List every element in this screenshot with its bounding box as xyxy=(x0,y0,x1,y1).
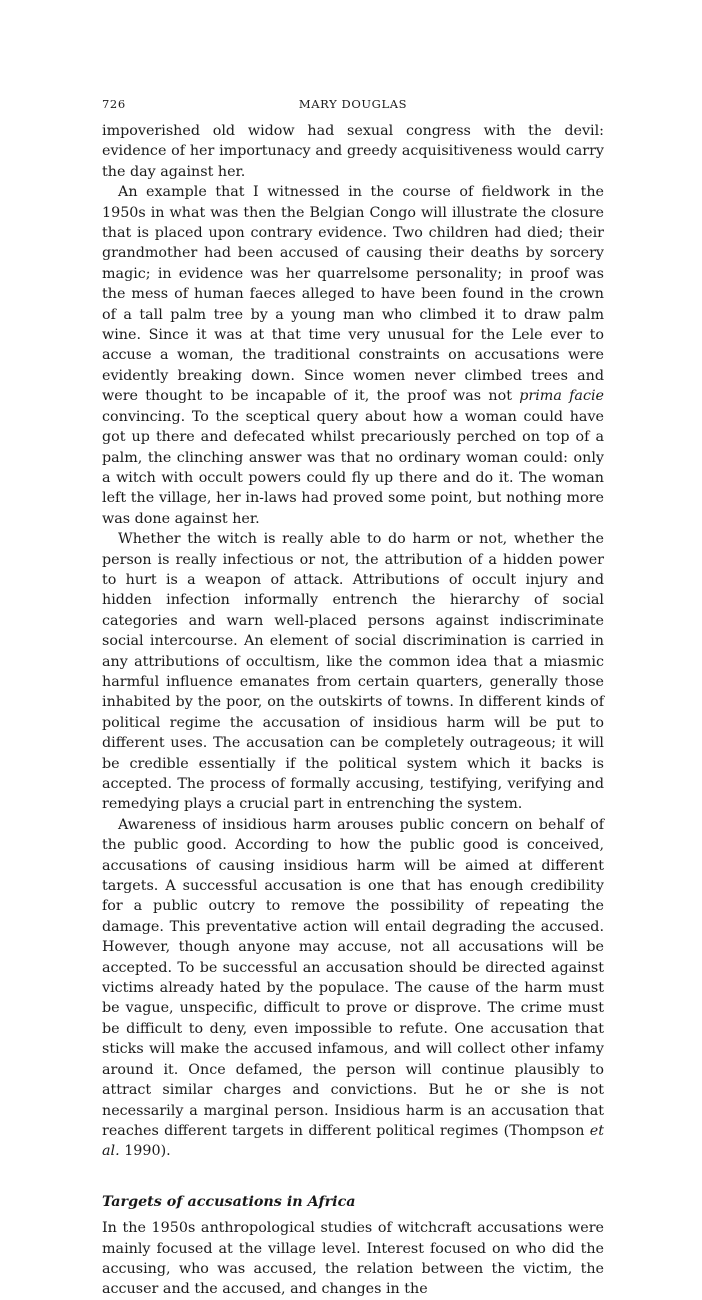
italic-term: prima facie xyxy=(519,388,604,405)
citation-et-al: et al. xyxy=(102,1122,604,1160)
page-number: 726 xyxy=(102,97,126,111)
section-heading: Targets of accusations in Africa xyxy=(102,1193,356,1210)
paragraph-text: convincing. To the sceptical query about how a woman could have got up there and defecated whilst precariously perched on top of a palm, the clinching answer was that no ordinary woman could: only a witch with occult powers could fly up there and do it. The woman left the village, her in-laws had proved some point, but nothing more was done against her. xyxy=(102,408,604,527)
paragraph-section-start: In the 1950s anthropological studies of witchcraft accusations were mainly focused at the village level. Interest focused on who did the accusing, who was accused, the relation between the victim, the accuser and the accused, and changes in the xyxy=(102,1220,604,1298)
body-text xyxy=(102,121,604,1300)
paragraph-congo-example xyxy=(102,182,604,529)
running-title: MARY DOUGLAS xyxy=(298,97,408,111)
paragraph-public-good xyxy=(102,815,604,1162)
paragraph-attribution: Whether the witch is really able to do harm or not, whether the person is really infectious or not, the attribution of a hidden power to hurt is a weapon of attack. Attributions of occult injury and hidden infection informally entrench the hierarchy of social categories and warn well-placed persons against indiscriminate social intercourse. An element of social discrimination is carried in any attributions of occultism, like the common idea that a miasmic harmful influence emanates from certain quarters, generally those inhabited by the poor, on the outskirts of towns. In different kinds of political regime the accusation of insidious harm will be put to different uses. The accusation can be completely outrageous; it will be credible essentially if the political system which it backs is accepted. The process of formally accusing, testifying, verifying and remedying plays a crucial part in entrenching the system. xyxy=(102,531,604,813)
paragraph-text: 1990). xyxy=(119,1143,171,1160)
paragraph-text: Awareness of insidious harm arouses public concern on behalf of the public good. According to how the public good is conceived, accusations of causing insidious harm will be aimed at different targets. A successful accusation is one that has enough credibility for a public outcry to remove the possibility of repeating the damage. This preventative action will entail degrading the accused. However, though anyone may accuse, not all accusations will be accepted. To be successful an accusation should be directed against victims already hated by the populace. The cause of the harm must be vague, unspecific, difficult to prove or disprove. The crime must be difficult to deny, even impossible to refute. One accusation that sticks will make the accused infamous, and will collect other infamy around it. Once defamed, the person will continue plausibly to attract similar charges and convictions. But he or she is not necessarily a marginal person. Insidious harm is an accusation that reaches different targets in different political regimes (Thompson xyxy=(102,816,604,1139)
book-page xyxy=(102,97,604,1300)
paragraph-text: An example that I witnessed in the course of fieldwork in the 1950s in what was then the Belgian Congo will illustrate the closure that is placed upon contrary evidence. Two children had died; their grandmother had been accused of causing their deaths by sorcery magic; in evidence was her quarrelsome personality; in proof was the mess of human faeces alleged to have been found in the crown of a tall palm tree by a young man who climbed it to draw palm wine. Since it was at that time very unusual for the Lele ever to accuse a woman, the traditional constraints on accusations were evidently breaking down. Since women never climbed trees and were thought to be incapable of it, the proof was not xyxy=(102,184,604,405)
running-head xyxy=(102,97,604,115)
paragraph-continuation: impoverished old widow had sexual congress with the devil: evidence of her importunacy and greedy acquisitiveness would carry the day against her. xyxy=(102,123,604,180)
